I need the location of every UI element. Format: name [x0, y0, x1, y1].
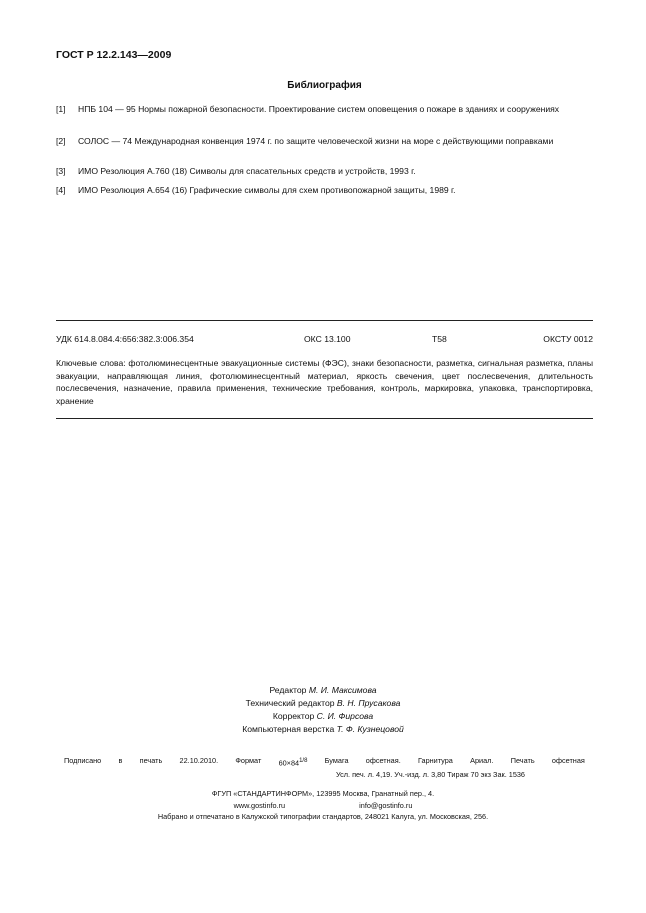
udk-code: УДК 614.8.084.4:656:382.3:006.354: [56, 334, 194, 344]
bibliography-item-text: ИМО Резолюция А.654 (16) Графические символы для схем противопожарной защиты, 1989 г.: [78, 185, 456, 195]
bibliography-item: [56, 136, 593, 147]
credit-name: М. И. Максимова: [308, 685, 377, 695]
bibliography-item-number: [4]: [56, 185, 66, 195]
credit-name: Т. Ф. Кузнецовой: [336, 724, 404, 734]
bibliography-item: [56, 166, 593, 177]
publisher-email: info@gostinfo.ru: [359, 800, 413, 810]
credit-layout: [0, 723, 646, 736]
signed-label: Подписано: [64, 756, 102, 765]
bibliography-item-text: СОЛОС — 74 Международная конвенция 1974 г. по защите человеческой жизни на море с действующими поправками: [78, 136, 554, 146]
bibliography-item-number: [2]: [56, 136, 66, 146]
keywords: Ключевые слова: фотолюминесцентные эвакуационные системы (ФЭС), знаки безопасности, разметка, сигнальная разметка, планы эвакуации, направляющая линия, фотолюминесцентный материал, яркость свечения, цвет послесвечения, длительность послесвечения, назначение, правила применения, технические требования, контроль, маркировка, упаковка, транспортировка, хранение: [56, 358, 593, 406]
print-type-value: офсетная: [551, 756, 585, 765]
bibliography-item-number: [3]: [56, 166, 66, 176]
publisher-website: www.gostinfo.ru: [233, 800, 286, 810]
credit-role: Корректор: [272, 711, 315, 721]
bibliography-item: [56, 104, 593, 115]
in-label: в: [118, 756, 123, 765]
credit-name: В. Н. Прусакова: [336, 698, 401, 708]
paper-label: Бумага: [324, 756, 349, 765]
font-label: Гарнитура: [417, 756, 453, 765]
bibliography-item-number: [1]: [56, 104, 66, 114]
credit-editor: [0, 684, 646, 697]
bibliography-title: Библиография: [287, 80, 362, 91]
okstu-code: ОКСТУ 0012: [543, 334, 593, 344]
t-code: Т58: [432, 334, 447, 344]
sign-date: 22.10.2010.: [179, 756, 219, 765]
credit-name: С. И. Фирсова: [316, 711, 374, 721]
credit-role: Редактор: [269, 685, 307, 695]
publisher-info: [0, 788, 646, 823]
print-label: печать: [139, 756, 163, 765]
print-type-label: Печать: [510, 756, 535, 765]
printing-house: Набрано и отпечатано в Калужской типографии стандартов, 248021 Калуга, ул. Московская, 256.: [157, 812, 489, 821]
credit-tech-editor: [0, 697, 646, 710]
font-value: Ариал.: [470, 756, 494, 765]
credits-block: [0, 684, 646, 736]
oks-code: ОКС 13.100: [304, 334, 351, 344]
format-value: $60\times 84^{1/8}$: [278, 758, 308, 768]
bibliography-item-text: НПБ 104 — 95 Нормы пожарной безопасности. Проектирование систем оповещения о пожаре в зданиях и сооружениях: [78, 104, 560, 114]
format-label: Формат: [235, 756, 262, 765]
signing-info: [64, 755, 585, 781]
print-details: Усл. печ. л. 4,19. Уч.-изд. л. 3,80 Тираж 70 экз Зак. 1536: [335, 770, 525, 780]
credit-role: Компьютерная верстка: [242, 724, 335, 734]
standard-number: ГОСТ Р 12.2.143—2009: [56, 49, 172, 61]
classification-row: [56, 334, 593, 346]
paper-value: офсетная.: [365, 756, 401, 765]
credit-role: Технический редактор: [245, 698, 335, 708]
bibliography-item: [56, 185, 593, 196]
credit-proofreader: [0, 710, 646, 723]
divider: [56, 320, 593, 321]
bibliography-item-text: ИМО Резолюция А.760 (18) Символы для спасательных средств и устройств, 1993 г.: [78, 166, 416, 176]
divider: [56, 418, 593, 419]
publisher-address: ФГУП «СТАНДАРТИНФОРМ», 123995 Москва, Гранатный пер., 4.: [211, 789, 435, 798]
